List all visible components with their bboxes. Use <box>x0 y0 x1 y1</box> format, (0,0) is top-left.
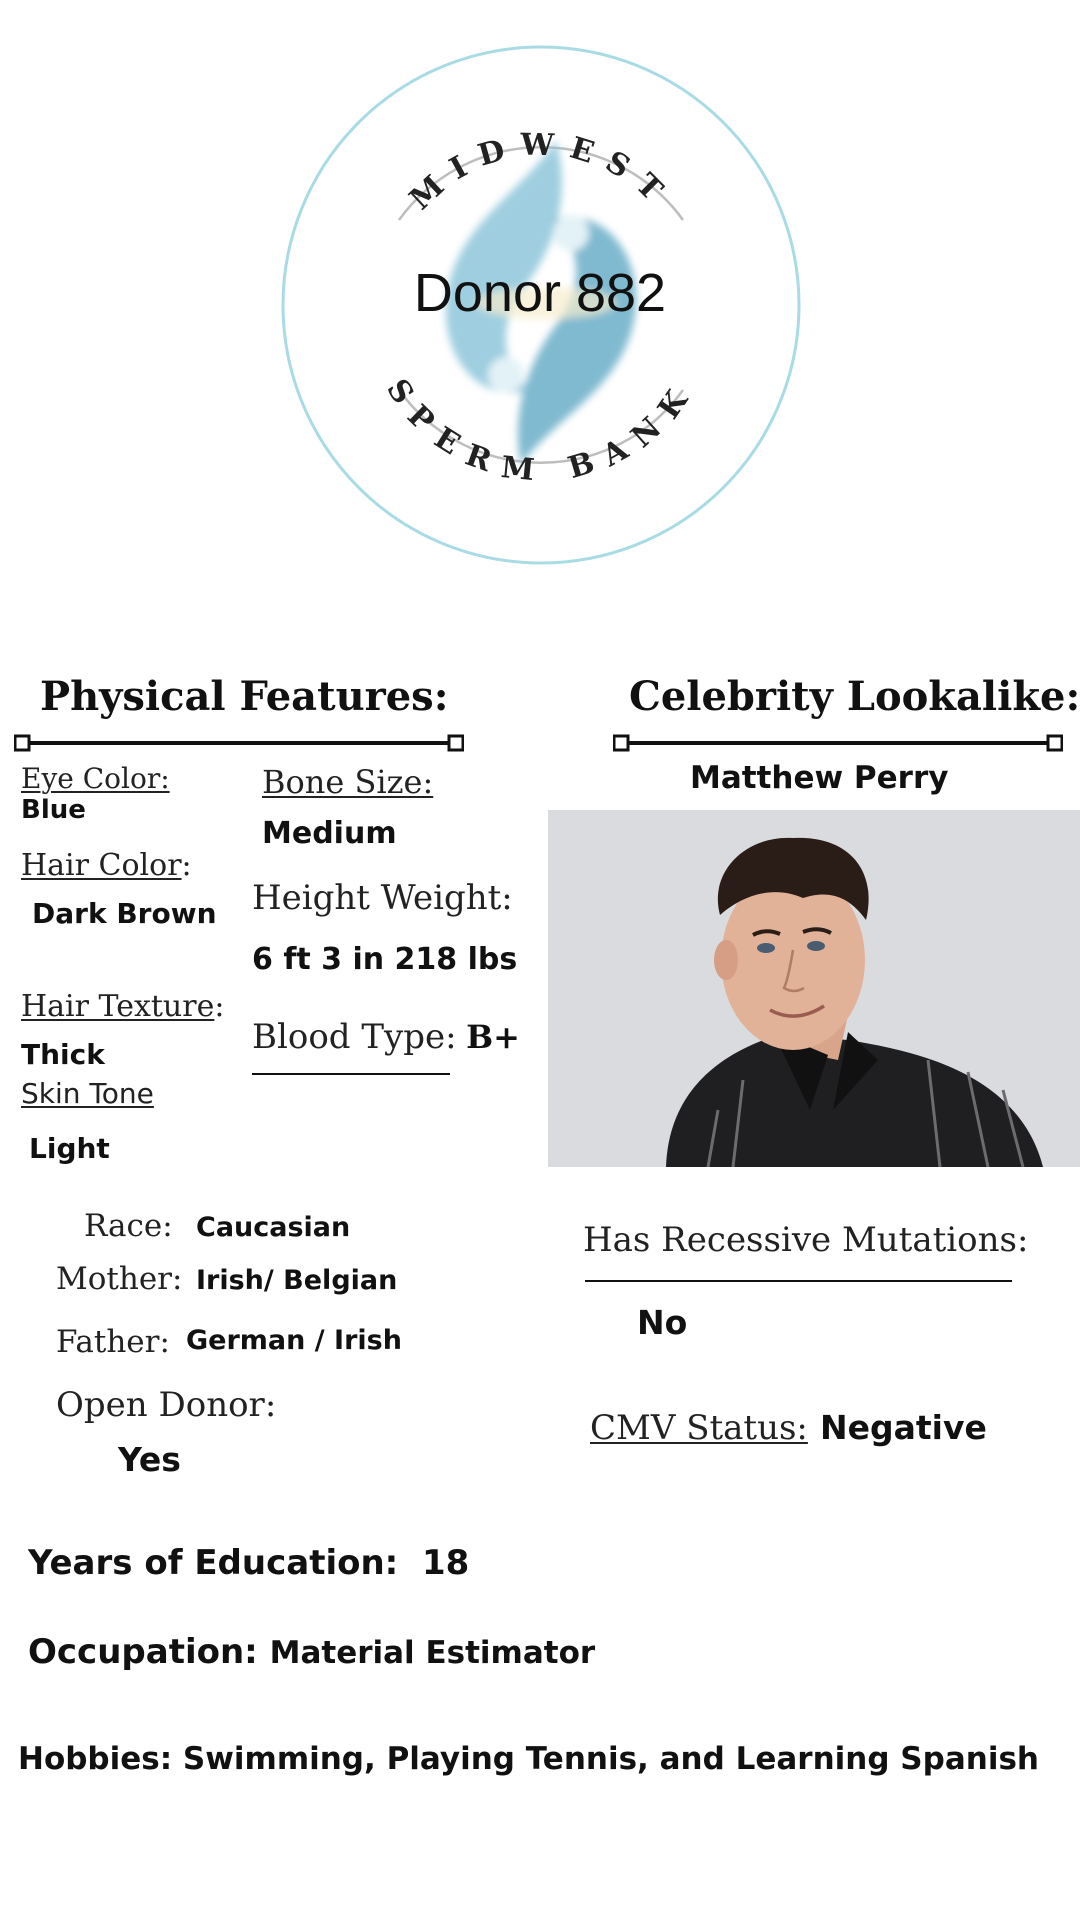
portrait-photo <box>548 810 1080 1167</box>
hobbies-label: Hobbies: <box>18 1741 173 1777</box>
blood-type-underline <box>252 1073 450 1075</box>
skin-tone-label: Skin Tone <box>21 1077 154 1110</box>
open-donor-label: Open Donor: <box>56 1385 277 1425</box>
father-value: German / Irish <box>186 1325 402 1356</box>
hair-color-label: Hair Color <box>21 848 182 883</box>
race-label: Race: <box>84 1208 173 1244</box>
occupation-label: Occupation: <box>28 1632 258 1672</box>
hair-texture-value: Thick <box>21 1038 105 1071</box>
celebrity-lookalike-heading: Celebrity Lookalike: <box>629 673 1080 720</box>
years-education-label: Years of Education: <box>28 1543 399 1583</box>
education-field <box>28 1543 469 1583</box>
mother-value: Irish/ Belgian <box>196 1265 398 1296</box>
bone-size-value: Medium <box>262 816 397 851</box>
height-weight-value: 6 ft 3 in 218 lbs <box>252 942 518 977</box>
physical-features-heading: Physical Features: <box>40 673 449 720</box>
hair-color-field: Hair Color: <box>21 848 192 883</box>
celebrity-name: Matthew Perry <box>690 760 949 796</box>
eye-color-label: Eye Color: <box>21 762 170 795</box>
race-value: Caucasian <box>196 1212 351 1243</box>
blood-type-label: Blood Type: <box>252 1017 457 1057</box>
logo-top-text: MIDWEST <box>403 127 680 218</box>
years-education-value: 18 <box>421 1543 470 1583</box>
hair-texture-label: Hair Texture <box>21 989 215 1024</box>
celebrity-divider <box>613 733 1063 758</box>
skin-tone-value: Light <box>29 1132 110 1165</box>
blood-type-value: B+ <box>466 1018 520 1056</box>
donor-title: Donor 882 <box>413 263 667 323</box>
occupation-field <box>28 1632 595 1672</box>
physical-features-divider <box>14 733 464 758</box>
hair-color-value: Dark Brown <box>32 897 217 930</box>
bone-size-label: Bone Size: <box>262 763 434 801</box>
hobbies-value: Swimming, Playing Tennis, and Learning Spanish <box>182 1741 1039 1777</box>
mother-label: Mother: <box>56 1261 183 1297</box>
open-donor-value: Yes <box>118 1440 181 1479</box>
recessive-underline <box>585 1280 1012 1282</box>
recessive-mutations-label: Has Recessive Mutations: <box>583 1220 1029 1260</box>
hobbies-field <box>18 1741 1039 1777</box>
portrait-photo-graphic <box>548 810 1080 1167</box>
hair-texture-field: Hair Texture: <box>21 989 225 1024</box>
height-weight-label: Height Weight: <box>252 878 513 918</box>
cmv-status-label: CMV Status: <box>590 1408 808 1448</box>
father-label: Father: <box>56 1324 170 1360</box>
cmv-status-value: Negative <box>820 1408 987 1447</box>
recessive-mutations-value: No <box>637 1303 688 1342</box>
logo-bottom-text: SPERM BANK <box>379 372 703 490</box>
eye-color-value: Blue <box>21 795 86 825</box>
occupation-value: Material Estimator <box>269 1635 596 1671</box>
blood-type-field <box>252 1017 520 1057</box>
